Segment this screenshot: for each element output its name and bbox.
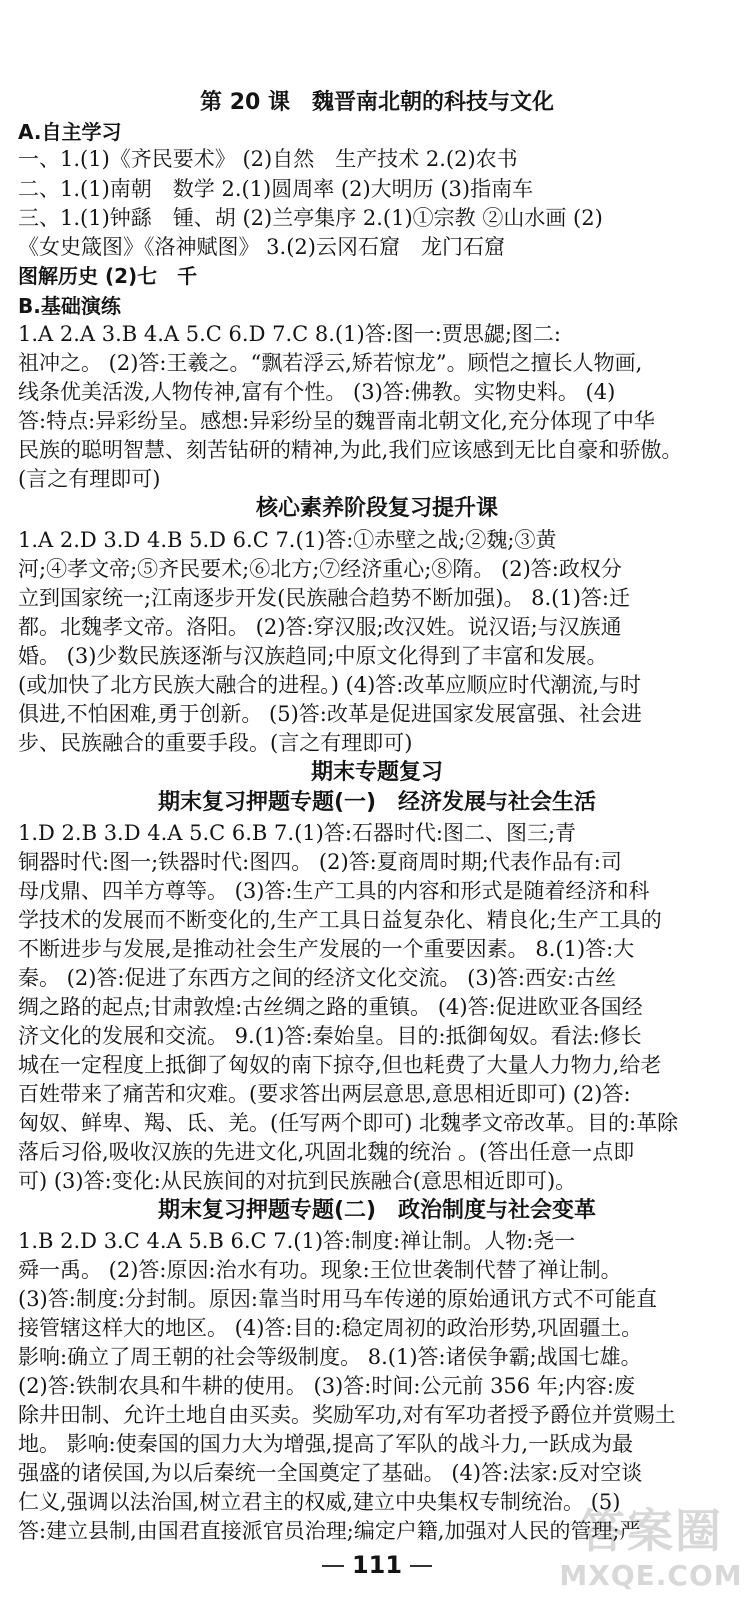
lesson-title: 第 20 课 魏晋南北朝的科技与文化: [200, 90, 554, 115]
text-line: 1.D 2.B 3.D 4.A 5.C 6.B 7.(1)答:石器时代:图二、图三;青: [18, 821, 577, 845]
text-line: 一、1.(1)《齐民要术》 (2)自然 生产技术 2.(2)农书: [18, 147, 518, 171]
text-line: 地。 影响:使秦国的国力大为增强,提高了军队的战斗力,一跃成为最: [18, 1432, 634, 1456]
text-line: 不断进步与发展,是推动社会生产发展的一个重要因素。 8.(1)答:大: [18, 937, 635, 961]
text-line: 仁义,强调以法治国,树立君主的权威,建立中央集权专制统治。 (5): [18, 1490, 621, 1514]
final-review-title: 期末专题复习: [310, 760, 443, 785]
tu-jie-heading: 图解历史 (2)七 千: [18, 264, 198, 288]
text-line: 婚。 (3)少数民族逐渐与汉族趋同;中原文化得到了丰富和发展。: [18, 644, 608, 668]
text-line: 影响:确立了周王朝的社会等级制度。 8.(1)答:诸侯争霸;战国七雄。: [18, 1345, 642, 1369]
text-line: (或加快了北方民族大融合的进程。) (4)答:改革应顺应时代潮流,与时: [18, 673, 642, 697]
text-line: 接管辖这样大的地区。 (4)答:目的:稳定周初的政治形势,巩固疆土。: [18, 1316, 643, 1340]
text-line: 俱进,不怕困难,勇于创新。 (5)答:改革是促进国家发展富强、社会进: [18, 702, 642, 726]
text-line: 1.A 2.D 3.D 4.B 5.D 6.C 7.(1)答:①赤壁之战;②魏;③黄: [18, 528, 557, 552]
text-line: 河;④孝文帝;⑤齐民要术;⑥北方;⑦经济重心;⑧隋。 (2)答:政权分: [18, 557, 622, 581]
text-line: 学技术的发展而不断变化的,生产工具日益复杂化、精良化;生产工具的: [18, 908, 662, 932]
text-line: 济文化的发展和交流。 9.(1)答:秦始皇。目的:抵御匈奴。看法:修长: [18, 1024, 642, 1048]
section-b-heading: B.基础演练: [18, 294, 121, 318]
text-line: 步、民族融合的重要手段。(言之有理即可): [18, 731, 413, 755]
text-line: 百姓带来了痛苦和灾难。(要求答出两层意思,意思相近即可) (2)答:: [18, 1082, 631, 1106]
watermark-site-text: MXQE.COM: [559, 1559, 743, 1592]
section-a-heading: A.自主学习: [18, 120, 122, 144]
text-line: 舜一禹。 (2)答:原因:治水有功。现象:王位世袭制代替了禅让制。: [18, 1258, 622, 1282]
page-number: 111: [0, 1550, 754, 1580]
topic-1-title: 期末复习押题专题(一) 经济发展与社会生活: [157, 790, 597, 815]
text-line: 《女史箴图》《洛神赋图》 3.(2)云冈石窟 龙门石窟: [18, 235, 505, 259]
text-line: 城在一定程度上抵御了匈奴的南下掠夺,但也耗费了大量人力物力,给老: [18, 1053, 662, 1077]
text-line: 铜器时代:图一;铁器时代:图四。 (2)答:夏商周时期;代表作品有:司: [18, 850, 622, 874]
text-line: 落后习俗,吸收汉族的先进文化,巩固北魏的统治 。(答出任意一点即: [18, 1140, 635, 1164]
topic-2-title: 期末复习押题专题(二) 政治制度与社会变革: [157, 1198, 597, 1223]
text-line: 强盛的诸侯国,为以后秦统一全国奠定了基础。 (4)答:法家:反对空谈: [18, 1461, 643, 1485]
text-line: 绸之路的起点;甘肃敦煌:古丝绸之路的重镇。 (4)答:促进欧亚各国经: [18, 995, 643, 1019]
text-line: 1.B 2.D 3.C 4.A 5.B 6.C 7.(1)答:制度:禅让制。人物:尧一: [18, 1229, 576, 1253]
core-review-title: 核心素养阶段复习提升课: [255, 496, 498, 521]
watermark-logo-text: 答案圈: [579, 1504, 723, 1558]
text-line: 可) (3)答:变化:从民族间的对抗到民族融合(意思相近即可)。: [18, 1169, 577, 1193]
text-line: 线条优美活泼,人物传神,富有个性。 (3)答:佛教。实物史料。 (4): [18, 380, 616, 404]
watermark-logo: [556, 1504, 746, 1600]
text-line: 秦。 (2)答:促进了东西方之间的经济文化交流。 (3)答:西安:古丝: [18, 966, 617, 990]
text-line: (2)答:铁制农具和牛耕的使用。 (3)答:时间:公元前 356 年;内容:废: [18, 1374, 635, 1398]
text-line: 匈奴、鲜卑、羯、氐、羌。(任写两个即可) 北魏孝文帝改革。目的:革除: [18, 1111, 679, 1135]
text-line: 都。北魏孝文帝。洛阳。 (2)答:穿汉服;改汉姓。说汉语;与汉族通: [18, 615, 622, 639]
text-line: 民族的聪明智慧、刻苦钻研的精神,为此,我们应该感到无比自豪和骄傲。: [18, 438, 683, 462]
text-line: 二、1.(1)南朝 数学 2.(1)圆周率 (2)大明历 (3)指南车: [18, 177, 534, 201]
text-line: 母戊鼎、四羊方尊等。 (3)答:生产工具的内容和形式是随着经济和科: [18, 879, 650, 903]
text-line: 除井田制、允许土地自由买卖。奖励军功,对有军功者授予爵位并赏赐土: [18, 1403, 676, 1427]
text-line: 三、1.(1)钟繇 锺、胡 (2)兰亭集序 2.(1)①宗教 ②山水画 (2): [18, 206, 603, 230]
text-line: 答:特点:异彩纷呈。感想:异彩纷呈的魏晋南北朝文化,充分体现了中华: [18, 409, 655, 433]
text-line: 1.A 2.A 3.B 4.A 5.C 6.D 7.C 8.(1)答:图一:贾思勰;图二:: [18, 322, 561, 346]
text-line: 答:建立县制,由国君直接派官员治理;编定户籍,加强对人民的管理;严: [18, 1519, 641, 1543]
text-line: 立到国家统一;江南逐步开发(民族融合趋势不断加强)。 8.(1)答:迁: [18, 586, 630, 610]
text-line: (3)答:制度:分封制。原因:靠当时用马车传递的原始通讯方式不可能直: [18, 1287, 657, 1311]
text-line: (言之有理即可): [18, 467, 161, 491]
text-line: 祖冲之。 (2)答:王羲之。“飘若浮云,矫若惊龙”。顾恺之擅长人物画,: [18, 351, 643, 375]
